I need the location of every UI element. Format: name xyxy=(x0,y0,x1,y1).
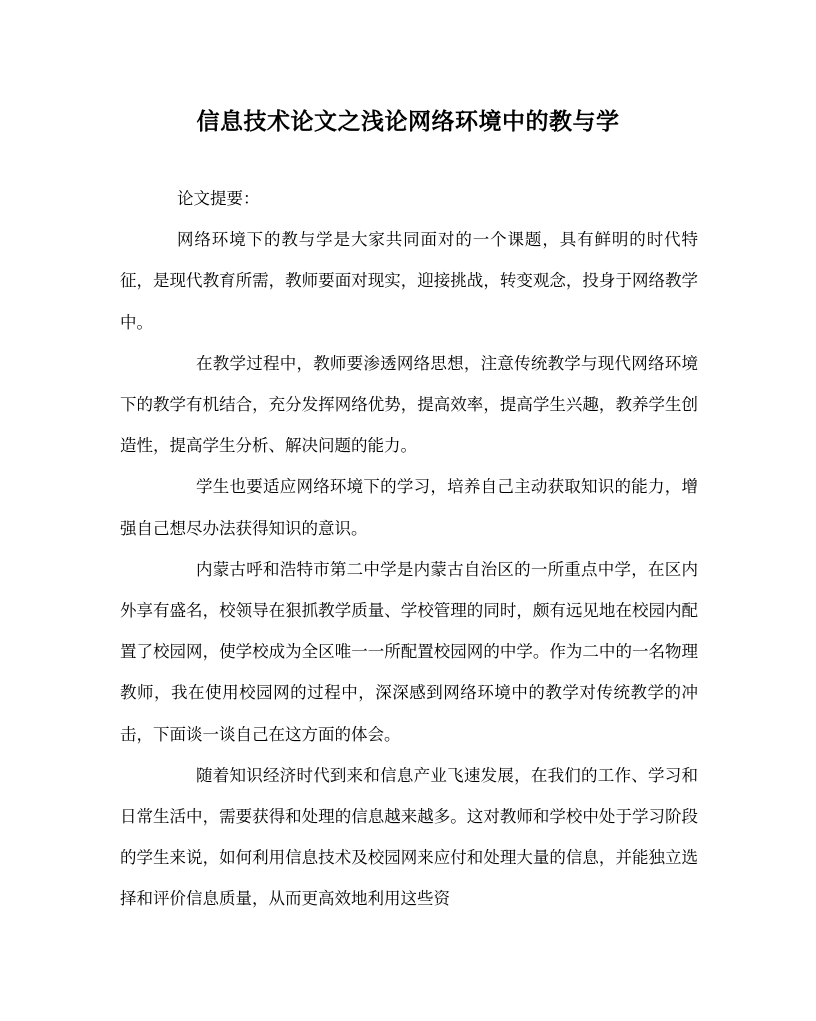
paragraph-1: 网络环境下的教与学是大家共同面对的一个课题，具有鲜明的时代特征，是现代教育所需，教师要面对现实，迎接挑战，转变观念，投身于网络教学中。 xyxy=(120,230,698,332)
abstract-label: 论文提要： xyxy=(177,189,260,208)
paragraph-2: 在教学过程中，教师要渗透网络思想，注意传统教学与现代网络环境下的教学有机结合，充分发挥网络优势，提高效率，提高学生兴趣，教养学生创造性，提高学生分析、解决问题的能力。 xyxy=(120,353,698,456)
paragraph-5: 随着知识经济时代到来和信息产业飞速发展，在我们的工作、学习和日常生活中，需要获得和处理的信息越来越多。这对教师和学校中处于学习阶段的学生来说，如何利用信息技术及校园网来应付和处理大量的信息，并能独立选择和评价信息质量，从而更高效地利用这些资 xyxy=(120,765,698,909)
document-body xyxy=(120,178,698,920)
paragraph-4: 内蒙古呼和浩特市第二中学是内蒙古自治区的一所重点中学，在区内外享有盛名，校领导在狠抓教学质量、学校管理的同时，颇有远见地在校园内配置了校园网，使学校成为全区唯一一所配置校园网的中学。作为二中的一名物理教师，我在使用校园网的过程中，深深感到网络环境中的教学对传统教学的冲击，下面谈一谈自己在这方面的体会。 xyxy=(120,559,698,744)
paragraph-3: 学生也要适应网络环境下的学习，培养自己主动获取知识的能力，增强自己想尽办法获得知识的意识。 xyxy=(120,477,698,538)
document-title: 信息技术论文之浅论网络环境中的教与学 xyxy=(196,108,620,135)
